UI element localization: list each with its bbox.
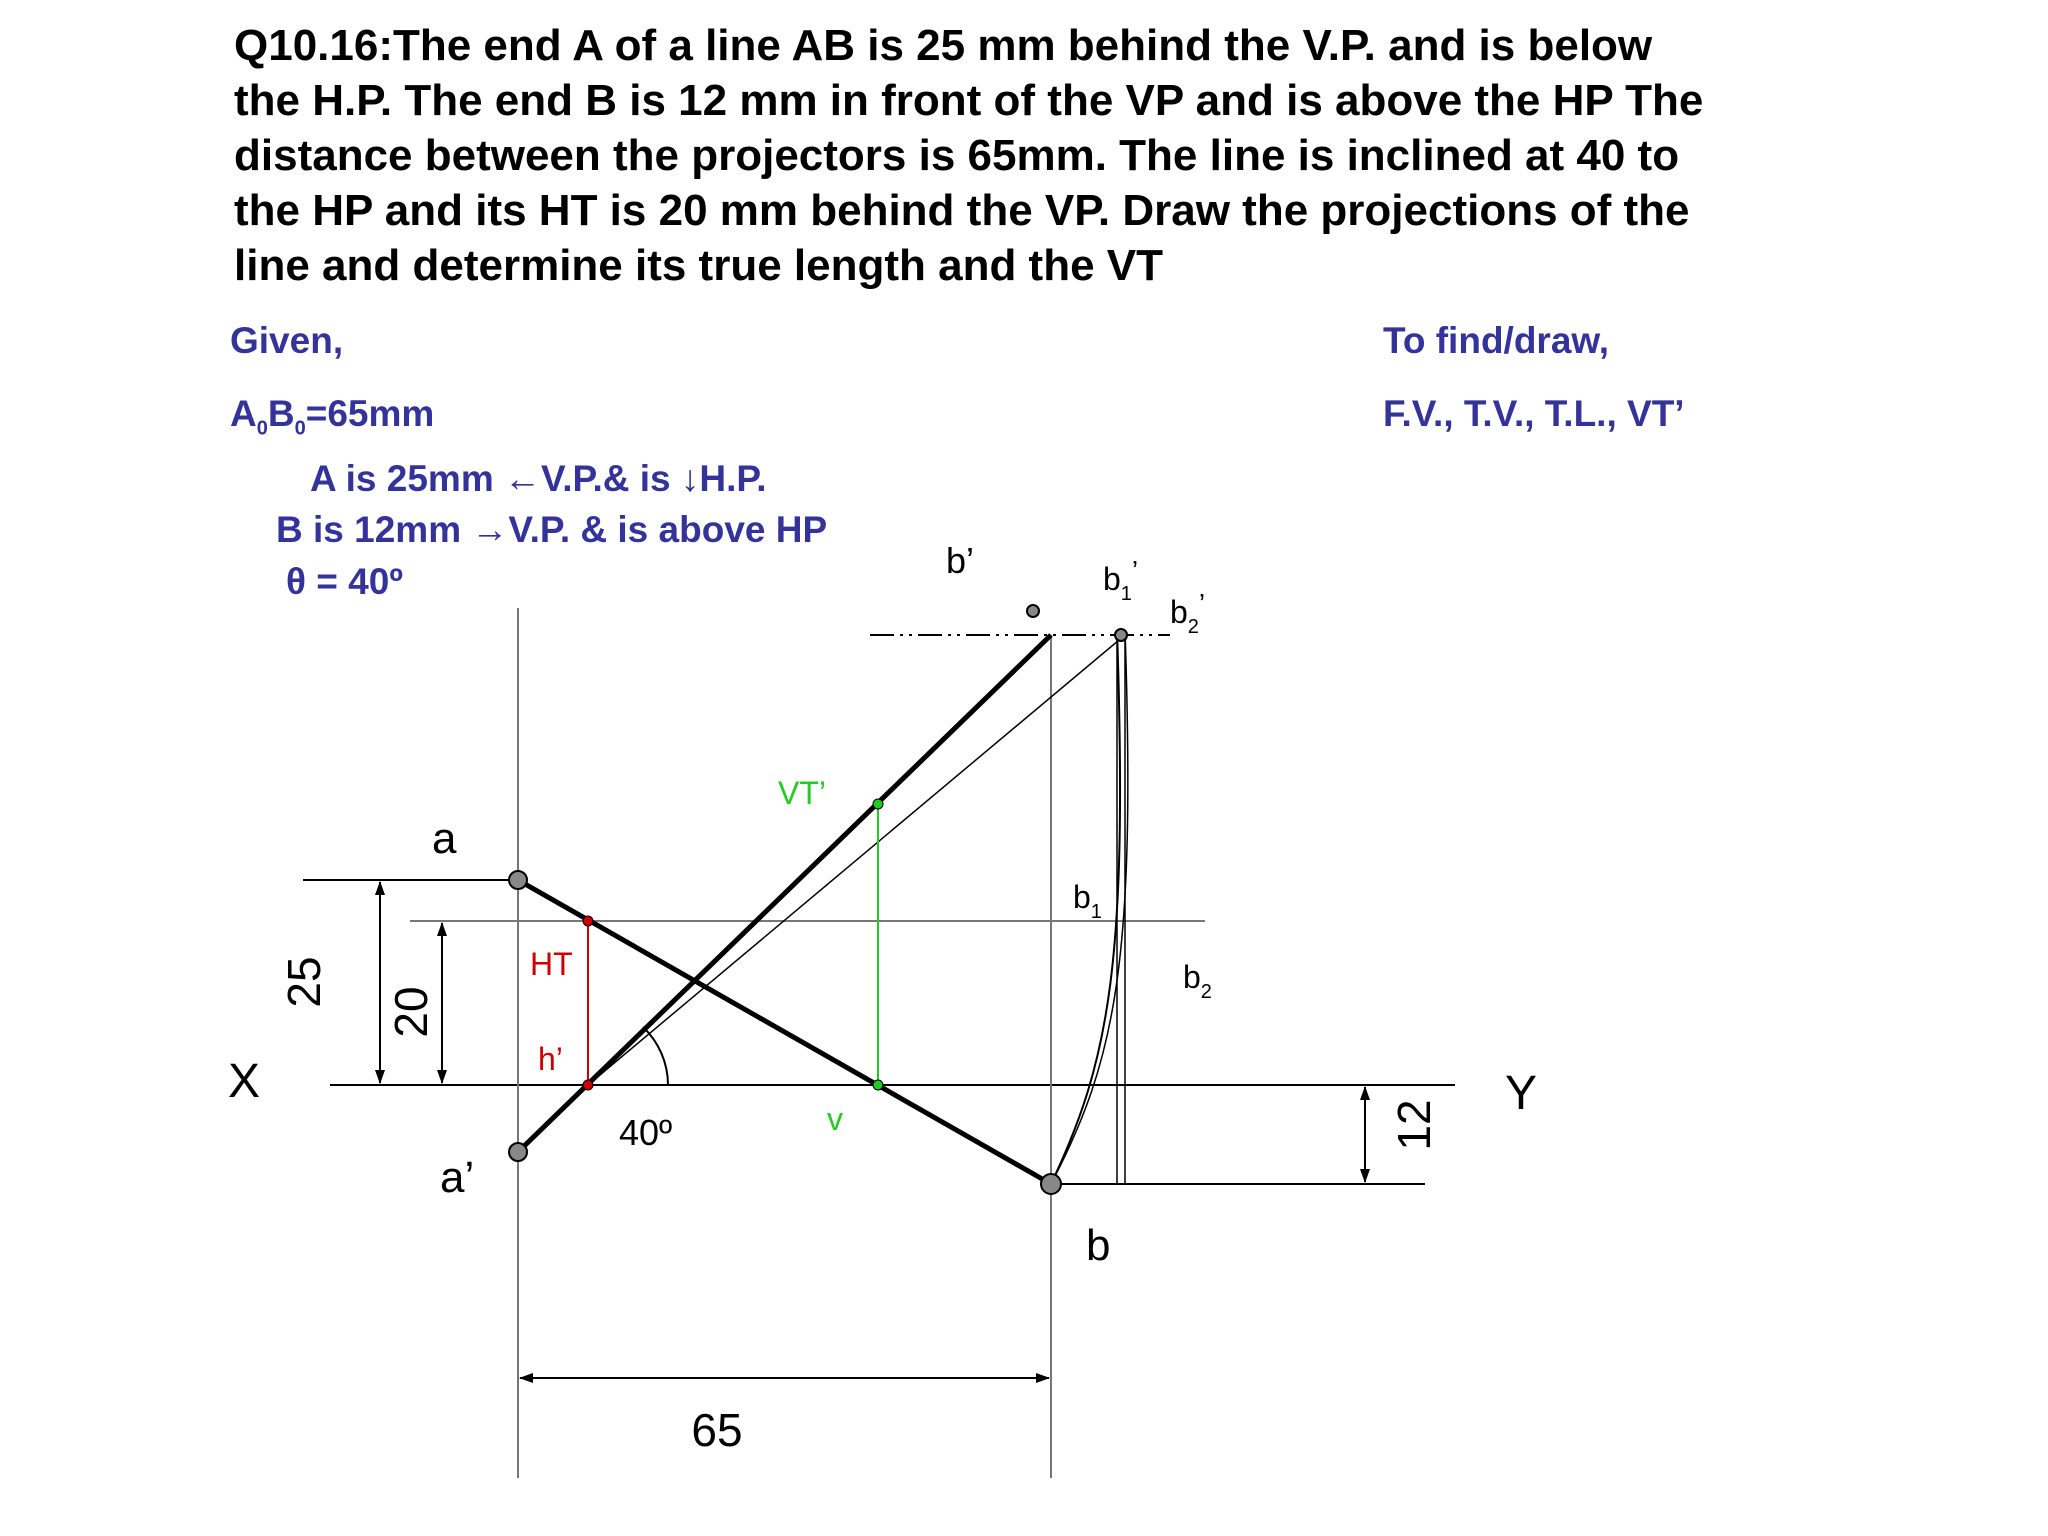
point-ht — [583, 916, 593, 926]
given-b-suffix: V.P. & is above HP — [508, 509, 828, 550]
label-b2-dash: $b_2$’ — [1170, 588, 1206, 638]
down-arrow-icon: ↓ — [680, 458, 700, 499]
point-a — [509, 871, 527, 889]
point-b — [1041, 1174, 1061, 1194]
given-length-a: A — [230, 393, 257, 434]
dim-12-text: 12 — [1388, 1099, 1440, 1151]
front-view-a-b — [518, 635, 1051, 1152]
label-ht: HT — [530, 946, 573, 982]
question-line-1: Q10.16:The end A of a line AB is 25 mm behind the V.P. and is below — [234, 21, 1653, 70]
given-length-value: =65mm — [305, 393, 435, 434]
point-v — [873, 1080, 883, 1090]
dim-20-text: 20 — [385, 986, 437, 1038]
point-b-dash — [1027, 605, 1039, 617]
dim-25-text: 25 — [278, 956, 330, 1008]
question-line-2: the H.P. The end B is 12 mm in front of the VP and is above the HP The — [234, 76, 1704, 125]
label-b1-dash: $b_1$’ — [1103, 555, 1139, 605]
axis-x-label: X — [228, 1055, 261, 1108]
label-b1: $b_1$ — [1073, 879, 1102, 923]
right-arrow-icon: → — [471, 509, 509, 550]
question-line-4: the HP and its HT is 20 mm behind the VP. Draw the projections of the — [234, 186, 1690, 235]
given-theta: θ = 40º — [286, 561, 403, 602]
given-length-a-sub: 0 — [256, 417, 268, 440]
to-find-heading: To find/draw, — [1383, 320, 1610, 361]
label-h-dash: h’ — [538, 1041, 563, 1077]
question-line-3: distance between the projectors is 65mm. The line is inclined at 40 to — [234, 131, 1680, 180]
label-b2: $b_2$ — [1183, 959, 1212, 1003]
label-v: v — [827, 1101, 843, 1137]
label-b: b — [1086, 1221, 1111, 1270]
label-a-dash: a’ — [440, 1153, 475, 1202]
axis-y-label: Y — [1505, 1067, 1538, 1120]
to-find-items: F.V., T.V., T.L., VT’ — [1383, 393, 1685, 434]
point-b2-dash — [1115, 629, 1127, 641]
given-heading: Given, — [230, 320, 344, 361]
dim-65-text: 65 — [691, 1404, 743, 1456]
given-length-b-sub: 0 — [294, 417, 306, 440]
top-view-ab — [518, 880, 1051, 1184]
given-length-b: B — [267, 393, 295, 434]
label-b-dash: b’ — [946, 540, 975, 581]
given-a-mid: V.P.& is — [541, 458, 681, 499]
point-vt-dash — [873, 799, 883, 809]
ht-to-b2-dash-line — [588, 635, 1125, 1085]
given-a-prefix: A is 25mm — [310, 458, 504, 499]
given-a-suffix: H.P. — [699, 458, 767, 499]
label-angle: 40º — [619, 1112, 673, 1153]
point-a-dash — [509, 1143, 527, 1161]
given-b-prefix: B is 12mm — [276, 509, 472, 550]
question-line-5: line and determine its true length and the VT — [234, 241, 1164, 290]
point-h-dash — [583, 1080, 593, 1090]
label-vt-dash: VT’ — [778, 775, 826, 811]
label-a: a — [432, 814, 457, 863]
left-arrow-icon: ← — [504, 458, 541, 499]
